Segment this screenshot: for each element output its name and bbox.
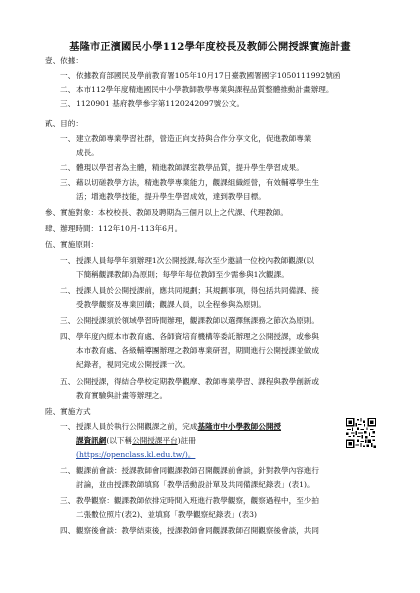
purpose-1-line1: 建立教師專業學習社群，營造正向支持與合作分享文化，促進教師專業 [76,134,312,143]
purpose-1-line2: 成長。 [76,148,99,157]
principle-5-number: 五、 [60,377,76,386]
basis-3-text: 1120901 基府教學參字第1120242097號公文。 [76,99,245,108]
section-principles-heading: 伍、實施原則： [45,240,99,249]
principle-1-number: 一、 [60,256,76,265]
qr-code-icon [346,418,376,448]
principle-4-number: 四、 [60,332,76,341]
section-methods-heading: 陸、實施方式 [45,407,91,416]
principle-4-line1: 學年度內經本市教育處、各師資培育機構等委託辦理之公開授課，或參與 [76,332,319,341]
principle-3-line1: 公開授課須於領域學習時間辦理，觀課教師以選擇無課務之節次為原則。 [76,316,319,325]
basis-2-number: 二、 [60,85,76,94]
purpose-1-number: 一、 [60,134,76,143]
purpose-3-line1: 藉以切磋教學方法，精進教學專業能力，觀課組織經營，有效輔導學生生 [76,178,319,187]
section-basis-heading: 壹、依據： [45,56,83,65]
principle-2-number: 二、 [60,286,76,295]
method-3-line2: 二張數位照片(表2)、並填寫「教學觀察紀錄表」(表3) [76,510,257,519]
principle-1-line1: 授課人員每學年須辦理1次公開授課,每次至少邀請一位校內教師觀課(以 [76,256,315,265]
method-1-number: 一、 [60,422,76,431]
purpose-2-number: 二、 [60,163,76,172]
method-2-line2: 討論，並由授課教師填寫「教學活動設計單及共同備課紀錄表」(表1)。 [76,480,315,489]
method-1-line2-text: (以下稱 [106,436,133,445]
method-1-line1 [76,422,281,432]
platform-alias: 公開授課平台 [132,436,178,445]
purpose-3-number: 三、 [60,178,76,187]
method-3-number: 三、 [60,496,76,505]
method-2-number: 二、 [60,466,76,475]
principle-2-line2: 受教學觀察及專業回饋；觀課人員，以全程參與為原則。 [76,300,266,309]
basis-2-text: 本市112學年度精進國民中小學教師教學專業與課程品質整體推動計畫辦理。 [76,85,334,94]
method-4-line1: 觀察後會談：教學結束後，授課教師會同觀課教師召開觀察後會談，共同 [76,526,319,535]
principle-4-line2: 本市教育處、各級輔導團辦理之教師專業研習，期間進行公開授課並做成 [76,346,319,355]
principle-5-line1: 公開授課，得結合學校定期教學觀摩、教師專業學習、課程與教學創新或 [76,377,319,386]
principle-5-line2: 教育實驗與計畫等辦理之。 [76,391,168,400]
section-schedule: 肆、辦理時間：112年10月-113年6月。 [45,224,183,233]
basis-3-number: 三、 [60,99,76,108]
page-title: 基隆市正濱國民小學112學年度校長及教師公開授課實施計畫 [69,41,351,53]
section-purpose-heading: 貳、目的： [45,119,83,128]
platform-name-link-part1[interactable]: 基隆市中小學教師公開授 [197,422,282,431]
principle-1-line2: 下簡稱觀課教師)為原則；每學年每位教師至少需參與1次觀課。 [76,270,289,279]
method-4-number: 四、 [60,526,76,535]
principle-2-line1: 授課人員於公開授課前，應共同規劃；其規劃事項，得包括共同備課、接 [76,286,319,295]
method-2-line1: 觀課前會談：授課教師會同觀課教師召開觀課前會談，針對教學內容進行 [76,466,319,475]
method-3-line1: 教學觀察：觀課教師依排定時間入班進行教學觀察，觀察過程中，至少拍 [76,496,319,505]
method-1-line2-end: )註冊 [177,436,196,445]
purpose-2-line1: 體現以學習者為主體，精進教師課室教學品質，提升學生學習成果。 [76,163,304,172]
section-targets: 參、實施對象：本校校長、教師及聘期為三個月以上之代課、代理教師。 [45,208,288,217]
basis-1-text: 依據教育部國民及學前教育署105年10月17日臺教國署國字1050111992號函 [76,71,341,80]
principle-3-number: 三、 [60,316,76,325]
purpose-3-line2: 活；增進教學技能，提升學生學習成效，達到教學目標。 [76,192,266,201]
method-1-line1-text: 授課人員於執行公開觀課之前，完成 [76,422,198,431]
platform-name-link-part2[interactable]: 課資訊網 [76,436,107,445]
principle-4-line3: 紀錄者，視同完成公開授課一次。 [76,360,190,369]
platform-url-link[interactable]: (https://openclass.kl.edu.tw/)。 [76,450,196,459]
method-1-line2 [76,436,196,446]
basis-1-number: 一、 [60,71,76,80]
